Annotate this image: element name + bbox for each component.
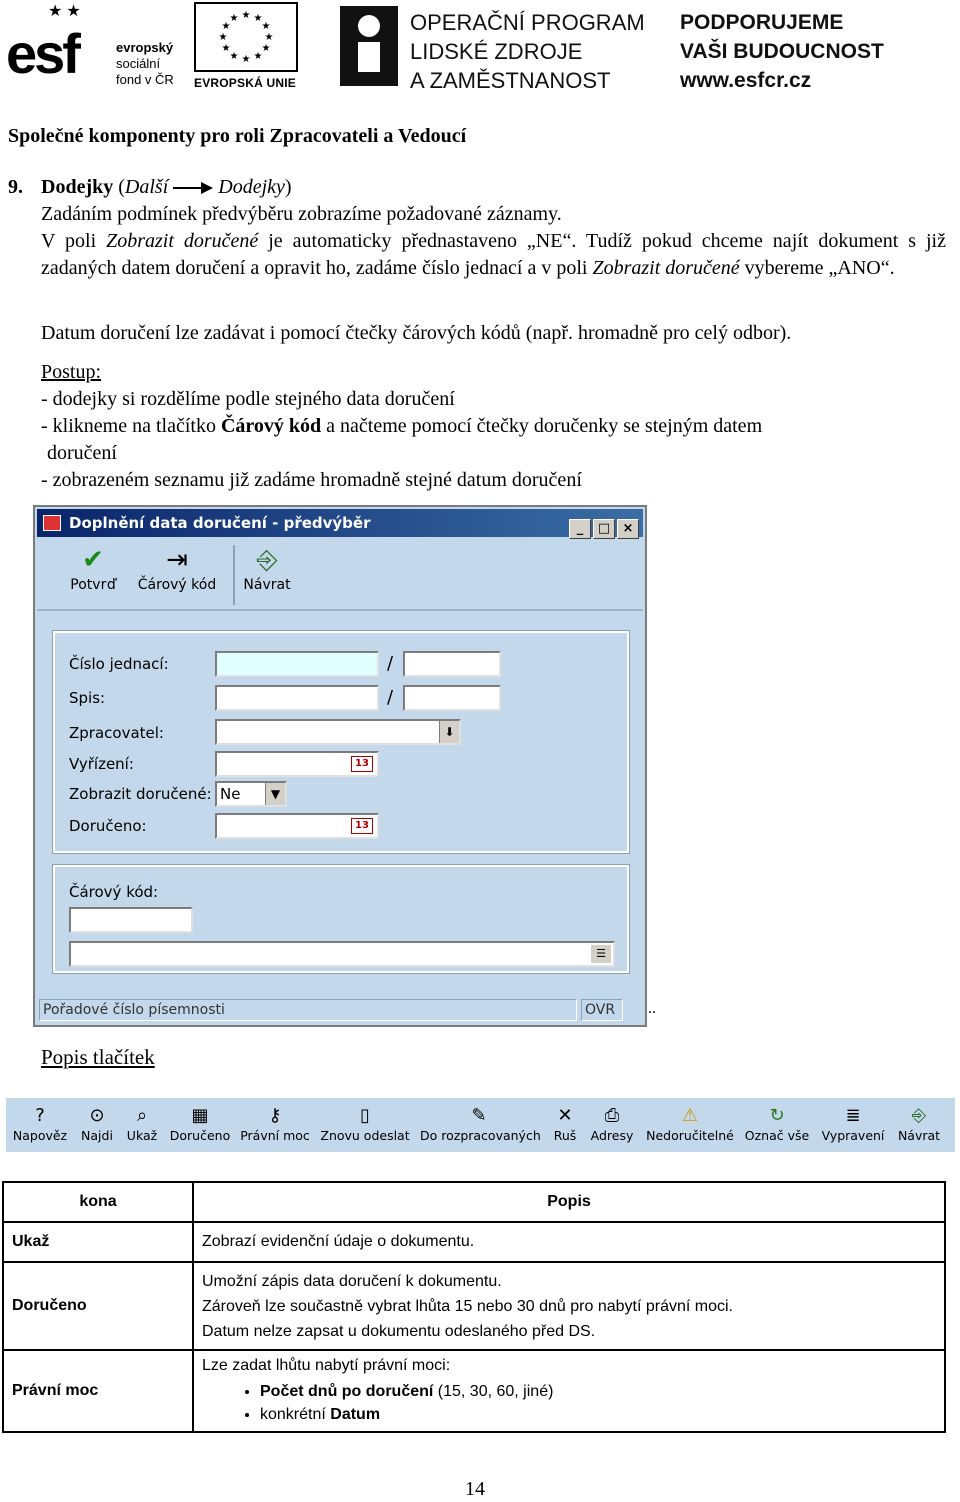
- status-text: Pořadové číslo písemnosti: [39, 999, 577, 1021]
- op-line1: OPERAČNÍ PROGRAM: [410, 10, 645, 35]
- esf-line1: evropský: [116, 40, 174, 55]
- doruceno-button[interactable]: [168, 1102, 232, 1143]
- list-item: [260, 1403, 936, 1426]
- svg-text:★: ★: [241, 54, 251, 65]
- section-title: Dodejky: [41, 176, 114, 198]
- slogan-url: www.esfcr.cz: [680, 69, 812, 92]
- op-line3: A ZAMĚSTNANOST: [410, 68, 611, 93]
- znovu-odeslat-label: Znovu odeslat: [320, 1128, 410, 1143]
- postup-block: [41, 359, 946, 494]
- adresy-button[interactable]: [590, 1102, 634, 1143]
- zobrazit-dorucene-select[interactable]: [215, 781, 287, 807]
- row-doruceno-desc: [193, 1262, 945, 1350]
- warning-icon: ⚠: [681, 1104, 699, 1126]
- p2-e: vybereme „ANO“.: [739, 257, 895, 279]
- doruceno-line-2: Zároveň lze součastně vybrat lhůta 15 nebo 30 dnů pro nabytí právní moci.: [202, 1297, 733, 1315]
- navrat-label: Návrat: [243, 577, 291, 593]
- eu-flag-icon: [194, 2, 298, 72]
- cislo-jednaci-label: Číslo jednací:: [69, 655, 169, 673]
- zobrazit-dorucene-value: Ne: [220, 785, 241, 803]
- step-2: [41, 413, 946, 440]
- bullet1-bold: Počet dnů po doručení: [260, 1382, 434, 1400]
- minimize-button[interactable]: _: [569, 519, 591, 539]
- trailing-dots: ..: [648, 1000, 656, 1017]
- section-number: 9.: [8, 176, 23, 198]
- carovy-kod-input[interactable]: [69, 907, 193, 933]
- calendar-icon[interactable]: 13: [351, 756, 373, 772]
- status-ovr: OVR: [581, 999, 623, 1021]
- postup-label: Postup:: [41, 361, 102, 383]
- zobrazit-dorucene-label: Zobrazit doručené:: [69, 785, 212, 803]
- eu-label: EVROPSKÁ UNIE: [194, 76, 296, 90]
- nedorucitelne-button[interactable]: [644, 1102, 736, 1143]
- svg-text:★: ★: [253, 51, 263, 62]
- ukaz-label: Ukaž: [126, 1128, 158, 1143]
- oznac-vse-button[interactable]: [744, 1102, 810, 1143]
- svg-text:★: ★: [261, 43, 271, 54]
- pravni-moc-list: [202, 1380, 936, 1426]
- pencil-icon: ✎: [471, 1104, 487, 1126]
- doruceno-date-input[interactable]: [215, 813, 379, 839]
- row-doruceno-name: Doručeno: [3, 1262, 193, 1350]
- doruceno-line-1: Umožní zápis data doručení k dokumentu.: [202, 1272, 502, 1290]
- row-ukaz-name: Ukaž: [3, 1222, 193, 1262]
- filter-panel: [53, 631, 629, 853]
- svg-text:★: ★: [241, 10, 251, 21]
- svg-text:★: ★: [229, 13, 239, 24]
- calendar-icon[interactable]: 13: [351, 818, 373, 834]
- carovy-kod-label: Čárový kód: [137, 577, 217, 593]
- bullet2-bold: Datum: [330, 1405, 381, 1423]
- row-ukaz-desc: Zobrazí evidenční údaje o dokumentu.: [193, 1222, 945, 1262]
- p2-b: Zobrazit doručené: [106, 230, 259, 252]
- svg-text:★: ★: [229, 51, 239, 62]
- op-line2: LIDSKÉ ZDROJE: [410, 39, 583, 64]
- napovez-label: Napověz: [12, 1128, 68, 1143]
- refresh-icon: ↻: [769, 1104, 785, 1126]
- list-item: [260, 1380, 936, 1403]
- ukaz-button[interactable]: [124, 1102, 160, 1143]
- path-close: ): [284, 176, 292, 198]
- close-button[interactable]: ×: [617, 519, 639, 539]
- calendar-icon: ▦: [191, 1104, 209, 1126]
- page-heading: Společné komponenty pro roli Zpracovateli a Vedoucí: [8, 125, 467, 147]
- table-header: [3, 1182, 945, 1222]
- cislo-jednaci-input[interactable]: [215, 651, 379, 677]
- esf-logo: [4, 4, 188, 92]
- spis-input[interactable]: [215, 685, 379, 711]
- slash-1: /: [387, 653, 394, 674]
- stars-icon: ★ ★: [48, 3, 81, 20]
- arrow-right-icon: [173, 181, 213, 195]
- paragraph-2: [41, 228, 946, 282]
- printer-icon: ⎙: [604, 1104, 620, 1126]
- vyrizeni-date-input[interactable]: [215, 751, 379, 777]
- esf-line2: sociální: [116, 56, 161, 71]
- najdi-label: Najdi: [81, 1128, 113, 1143]
- header-popis: Popis: [193, 1182, 945, 1222]
- stack-icon: ≣: [845, 1104, 861, 1126]
- vypraveni-label: Vypravení: [821, 1128, 885, 1143]
- navrat-bar-label: Návrat: [897, 1128, 941, 1143]
- svg-text:★: ★: [221, 43, 231, 54]
- step-2-c: a načteme pomocí čtečky doručenky se stejným datem: [321, 415, 763, 437]
- row-pravni-moc-name: Právní moc: [3, 1350, 193, 1432]
- step-2-b: Čárový kód: [220, 415, 322, 437]
- page-number: 14: [465, 1478, 485, 1500]
- bullet1-rest: (15, 30, 60, jiné): [433, 1382, 554, 1400]
- document-icon: ▯: [360, 1104, 370, 1126]
- vyrizeni-label: Vyřízení:: [69, 755, 134, 773]
- button-bar: [6, 1098, 955, 1152]
- path-a: Další: [124, 176, 169, 198]
- rus-button[interactable]: [550, 1102, 580, 1143]
- esf-letters: esf: [6, 22, 78, 85]
- bullet2-plain: konkrétní: [260, 1405, 331, 1423]
- spis-label: Spis:: [69, 689, 106, 707]
- step-2-a: - klikneme na tlačítko: [41, 415, 221, 437]
- maximize-button[interactable]: □: [593, 519, 615, 539]
- key-icon: ⚷: [268, 1104, 282, 1126]
- slogan-line2: VAŠI BUDOUCNOST: [680, 40, 884, 63]
- app-icon: [43, 515, 61, 531]
- doruceno-btn-label: Doručeno: [169, 1128, 231, 1143]
- esf-line3: fond v ČR: [116, 72, 174, 87]
- cislo-jednaci-year-input[interactable]: [403, 651, 501, 677]
- op-slogan: [680, 8, 884, 95]
- cross-icon: ✕: [557, 1104, 573, 1126]
- barcode-arrow-icon: ⇥: [166, 545, 188, 575]
- pravni-moc-button[interactable]: [240, 1102, 310, 1143]
- znovu-odeslat-button[interactable]: [320, 1102, 410, 1143]
- svg-text:★: ★: [264, 32, 274, 43]
- table-row: [3, 1262, 945, 1350]
- path-b: Dodejky: [218, 176, 285, 198]
- popis-heading: Popis tlačítek: [41, 1045, 155, 1069]
- window-titlebar: [37, 509, 643, 537]
- rus-label: Ruš: [553, 1128, 577, 1143]
- binoculars-icon: ⊙: [89, 1104, 105, 1126]
- paragraph-3: Datum doručení lze zadávat i pomocí čtečky čárových kódů (např. hromadně pro celý odbor).: [41, 322, 792, 344]
- row-pravni-moc-desc: [193, 1350, 945, 1432]
- zpracovatel-label: Zpracovatel:: [69, 724, 164, 742]
- do-rozpracovanych-button[interactable]: [420, 1102, 541, 1143]
- window-toolbar: [37, 539, 643, 611]
- checkmark-icon: ✔: [82, 545, 104, 575]
- window-title: Doplnění data doručení - předvýběr: [69, 514, 371, 532]
- section-title-line: [41, 176, 292, 199]
- vypraveni-button[interactable]: [820, 1102, 886, 1143]
- navrat-button[interactable]: [237, 543, 297, 593]
- navrat-bar-button[interactable]: [894, 1102, 944, 1143]
- op-logo: [334, 0, 886, 94]
- header-kona: kona: [3, 1182, 193, 1222]
- header-logos: [0, 0, 960, 96]
- status-bar: [37, 999, 643, 1023]
- path-open: (: [118, 176, 125, 198]
- carovy-kod-button[interactable]: [133, 543, 221, 593]
- pravni-moc-label: Právní moc: [240, 1128, 310, 1143]
- table-row: [3, 1350, 945, 1432]
- table-row: [3, 1222, 945, 1262]
- p2-a: V poli: [41, 230, 107, 252]
- toolbar-separator: [233, 545, 235, 605]
- p2-d: Zobrazit doručené: [592, 257, 740, 279]
- spis-year-input[interactable]: [403, 685, 501, 711]
- op-puzzle-icon: [336, 2, 402, 90]
- svg-text:★: ★: [261, 21, 271, 32]
- exit-door-icon: ⎆: [256, 544, 278, 575]
- description-table: [2, 1181, 946, 1433]
- do-rozpracovanych-label: Do rozpracovaných: [420, 1128, 541, 1143]
- slogan-line1: PODPORUJEME: [680, 11, 844, 34]
- esf-subtitle: [116, 40, 174, 88]
- svg-text:★: ★: [221, 21, 231, 32]
- list-scroll-icon[interactable]: ☰: [591, 945, 611, 963]
- pravni-moc-intro: Lze zadat lhůtu nabytí právní moci:: [202, 1356, 451, 1374]
- doruceno-label: Doručeno:: [69, 817, 147, 835]
- slash-2: /: [387, 687, 394, 708]
- exit-door-icon: ⎆: [911, 1104, 927, 1126]
- barcode-panel: [53, 865, 629, 973]
- step-2-d: doručení: [47, 442, 117, 464]
- adresy-label: Adresy: [590, 1128, 634, 1143]
- potvrd-label: Potvrď: [70, 577, 116, 593]
- potvrd-button[interactable]: [57, 543, 129, 593]
- window-controls: [567, 513, 639, 541]
- barcode-list[interactable]: [69, 941, 615, 967]
- help-icon: ?: [35, 1104, 45, 1126]
- window-doplneni-data: [33, 505, 647, 1027]
- paragraph-1: Zadáním podmínek předvýběru zobrazíme požadované záznamy.: [41, 203, 562, 225]
- eu-logo: [194, 2, 302, 92]
- nedorucitelne-label: Nedoručitelné: [646, 1128, 734, 1143]
- op-title: [410, 8, 645, 95]
- dropdown-arrow-icon[interactable]: ⬇: [439, 721, 459, 743]
- step-1: - dodejky si rozdělíme podle stejného data doručení: [41, 388, 455, 410]
- carovy-kod-field-label: Čárový kód:: [69, 883, 159, 901]
- p2-c: je automaticky přednastaveno „NE“. Tudíž pokud chceme najít dokument s již zadaných datem doručení a opravit ho, zadáme číslo jednací a v poli: [41, 230, 946, 279]
- svg-text:★: ★: [253, 13, 263, 24]
- zpracovatel-select[interactable]: [215, 719, 461, 745]
- oznac-vse-label: Označ vše: [744, 1128, 810, 1143]
- chevron-down-icon[interactable]: ▼: [265, 783, 285, 805]
- svg-text:★: ★: [218, 32, 228, 43]
- napovez-button[interactable]: [12, 1102, 68, 1143]
- magnifier-icon: ⌕: [136, 1104, 148, 1126]
- step-3: - zobrazeném seznamu již zadáme hromadně stejné datum doručení: [41, 469, 582, 491]
- doruceno-line-3: Datum nelze zapsat u dokumentu odeslaného před DS.: [202, 1322, 596, 1340]
- najdi-button[interactable]: [78, 1102, 116, 1143]
